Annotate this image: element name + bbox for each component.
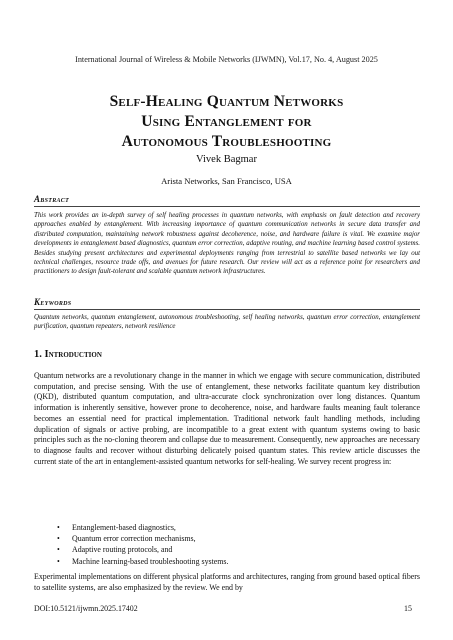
abstract-heading: Abstract <box>34 194 70 204</box>
author-name: Vivek Bagmar <box>196 154 257 165</box>
journal-header: International Journal of Wireless & Mobile Networks (IJWMN), Vol.17, No. 4, August 2025 <box>75 55 378 64</box>
list-item: • Adaptive routing protocols, and <box>57 545 173 555</box>
progress-list <box>57 522 412 567</box>
author-affiliation: Arista Networks, San Francisco, USA <box>161 176 292 186</box>
list-item: • Quantum error correction mechanisms, <box>57 534 196 544</box>
page-number: 15 <box>404 604 412 613</box>
title-line-3: Autonomous Troubleshooting <box>121 133 332 150</box>
keywords-text: Quantum networks, quantum entanglement, autonomous troubleshooting, self healing networks, quantum error correction, entanglement purification, quantum repeaters, network resilience <box>34 314 420 331</box>
title-line-1: Self-Healing Quantum Networks <box>109 93 344 110</box>
bullet-icon: • <box>57 545 60 555</box>
bullet-icon: • <box>57 534 60 544</box>
list-item: • Entanglement-based diagnostics, <box>57 523 176 532</box>
introduction-paragraph-1: Quantum networks are a revolutionary change in the manner in which we engage with secure communication, distributed computation, and precise sensing. With the use of entanglement, these networks facilitate quantum key distribution (QKD), distributed quantum computation, and ultra-accurate clock synchronization over long distances. Quantum information is inherently sensitive, however prone to decoherence, noise, and hardware faults meaning fault tolerance becomes an essential need for practical implementation. Traditional network fault handling methods, including duplication of signals or active probing, are incompatible to a great extent with quantum systems owing to basic principles such as the no-cloning theorem and collapse due to measurement. Consequently, new approaches are necessary to diagnose faults and recover without disturbing delicately poised quantum states. This review article discusses the current state of the art in entanglement-assisted quantum networks for self-healing. We survey recent progress in: <box>34 371 420 466</box>
keywords-heading: Keywords <box>34 297 72 307</box>
abstract-text: This work provides an in-depth survey of self healing processes in quantum networks, with emphasis on fault detection and recovery approaches enabled by entanglement. With increasing importance of quantum communication networks in secure data transfer and distributed computation, maintaining network robustness against decoherence, noise, and hardware failure is vital. We examine major developments in entanglement based diagnostics, quantum error correction, adaptive routing, and machine learning based control systems. Besides studying present architectures and experimental deployments ranging from terrestrial to satellite based networks we lay out technical challenges, resource trade offs, and avenues for future research. Our review will act as a reference point for researchers and practitioners to design fault-tolerant and scalable quantum network infrastructures. <box>34 212 420 276</box>
bullet-icon: • <box>57 523 60 532</box>
abstract-rule <box>34 206 420 207</box>
list-item: • Machine learning-based troubleshooting systems. <box>57 556 229 566</box>
keywords-rule <box>34 309 420 310</box>
introduction-heading: 1. Introduction <box>34 349 102 360</box>
paper-title <box>40 92 413 152</box>
introduction-paragraph-2: Experimental implementations on different physical platforms and architectures, ranging from ground based optical fibers to satellite systems, are also emphasized by the review. We end by <box>34 572 420 592</box>
bullet-icon: • <box>57 556 60 566</box>
title-line-2: Using Entanglement for <box>141 113 312 130</box>
doi-footer: DOI:10.5121/ijwmn.2025.17402 <box>34 604 138 613</box>
